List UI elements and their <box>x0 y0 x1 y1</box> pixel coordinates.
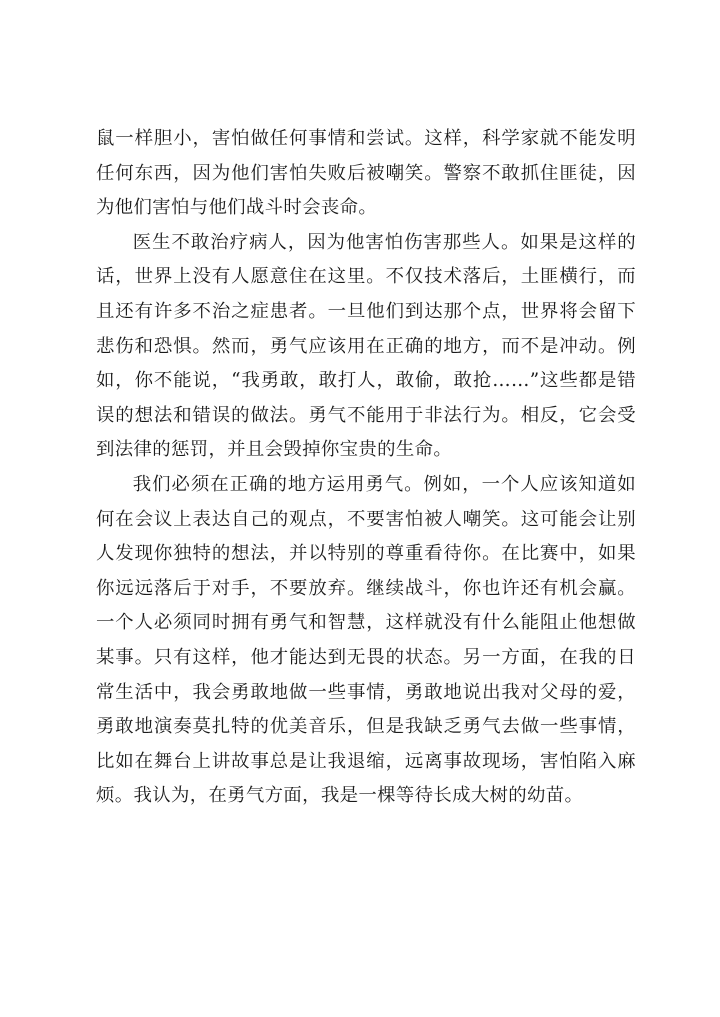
paragraph-2: 医生不敢治疗病人，因为他害怕伤害那些人。如果是这样的话，世界上没有人愿意住在这里。不仅技术落后，土匪横行，而且还有许多不治之症患者。一旦他们到达那个点，世界将会留下悲伤和恐惧。然而，勇气应该用在正确的地方，而不是冲动。例如，你不能说，“我勇敢，敢打人，敢偷，敢抢……”这些都是错误的想法和错误的做法。勇气不能用于非法行为。相反，它会受到法律的惩罚，并且会毁掉你宝贵的生命。 <box>96 231 636 461</box>
paragraph-3: 我们必须在正确的地方运用勇气。例如，一个人应该知道如何在会议上表达自己的观点，不要害怕被人嘲笑。这可能会让别人发现你独特的想法，并以特别的尊重看待你。在比赛中，如果你远远落后于对手，不要放弃。继续战斗，你也许还有机会赢。一个人必须同时拥有勇气和智慧，这样就没有什么能阻止他想做某事。只有这样，他才能达到无畏的状态。另一方面，在我的日常生活中，我会勇敢地做一些事情，勇敢地说出我对父母的爱，勇敢地演奏莫扎特的优美音乐，但是我缺乏勇气去做一些事情，比如在舞台上讲故事总是让我退缩，远离事故现场，害怕陷入麻烦。我认为，在勇气方面，我是一棵等待长成大树的幼苗。 <box>96 473 636 807</box>
body-text <box>96 122 636 814</box>
paragraph-1: 鼠一样胆小，害怕做任何事情和尝试。这样，科学家就不能发明任何东西，因为他们害怕失败后被嘲笑。警察不敢抓住匪徒，因为他们害怕与他们战斗时会丧命。 <box>96 128 636 219</box>
